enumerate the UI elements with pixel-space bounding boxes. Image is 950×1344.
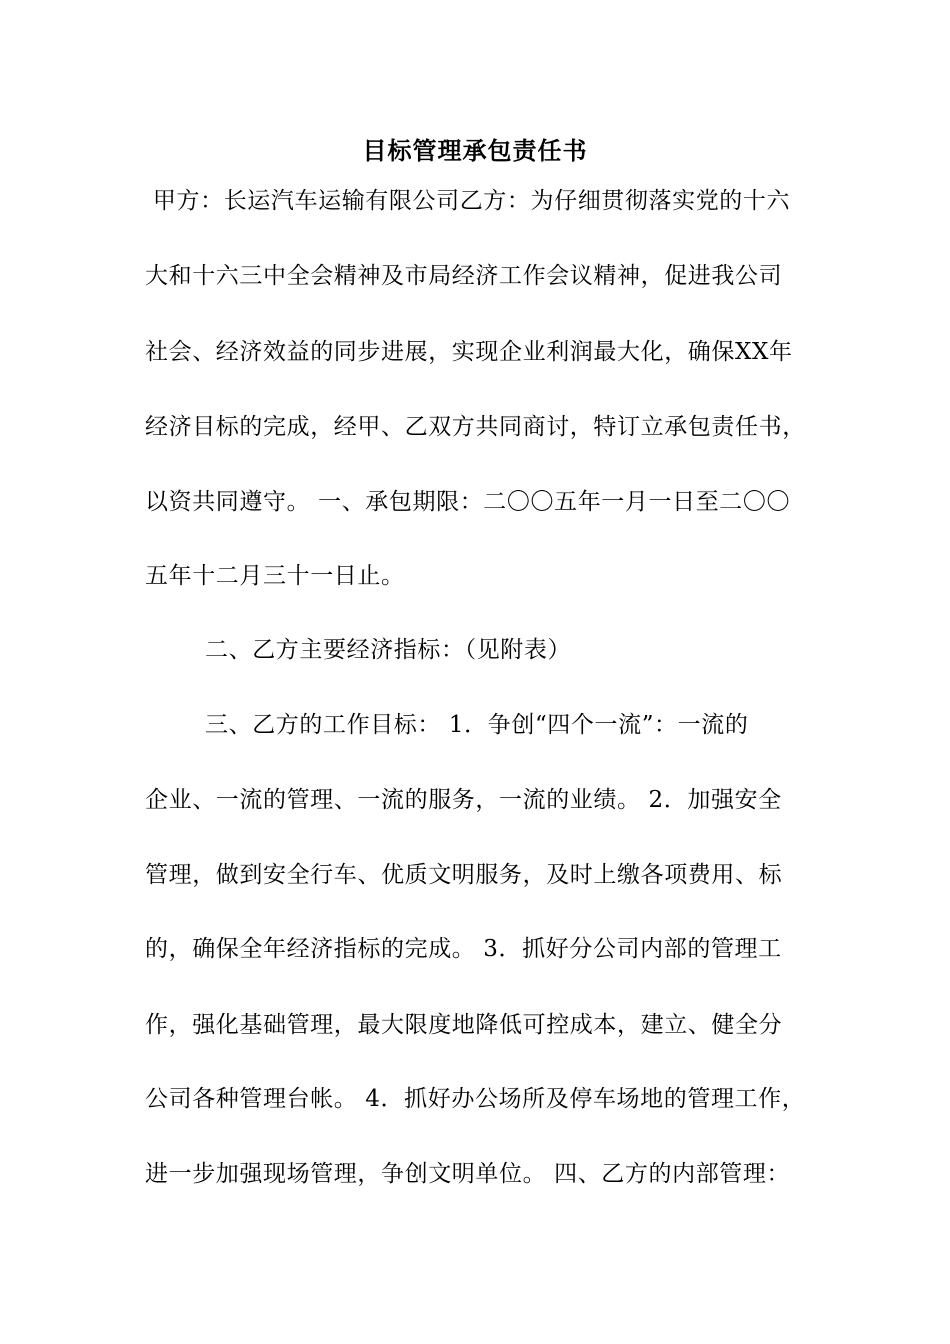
body-line-11: 的，确保全年经济指标的完成。 3．抓好分公司内部的管理工 [145,936,782,962]
body-line-12: 作，强化基础管理，最大限度地降低可控成本，建立、健全分 [145,1012,783,1038]
body-line-8: 三、乙方的工作目标： 1．争创“四个一流”：一流的 [205,712,749,738]
body-line-6: 五年十二月三十一日止。 [145,563,405,589]
body-line-2: 大和十六三中全会精神及市局经济工作会议精神，促进我公司 [145,263,783,289]
body-line-4: 经济目标的完成，经甲、乙双方共同商讨，特订立承包责任书， [145,414,806,440]
body-line-9: 企业、一流的管理、一流的服务，一流的业绩。 2．加强安全 [145,787,782,813]
body-line-1: 甲方：长运汽车运输有限公司乙方：为仔细贯彻落实党的十六 [145,188,791,214]
body-line-3: 社会、经济效益的同步进展，实现企业利润最大化，确保XX年 [145,339,793,365]
body-line-7: 二、乙方主要经济指标：（见附表） [205,637,572,663]
document-title: 目标管理承包责任书 [362,136,588,165]
body-line-14: 进一步加强现场管理，争创文明单位。 四、乙方的内部管理： [145,1161,791,1187]
body-line-10: 管理，做到安全行车、优质文明服务，及时上缴各项费用、标 [145,862,783,888]
body-line-13: 公司各种管理台帐。 4．抓好办公场所及停车场地的管理工作， [145,1086,806,1112]
body-line-5: 以资共同遵守。 一、承包期限：二〇〇五年一月一日至二〇〇 [145,489,791,515]
